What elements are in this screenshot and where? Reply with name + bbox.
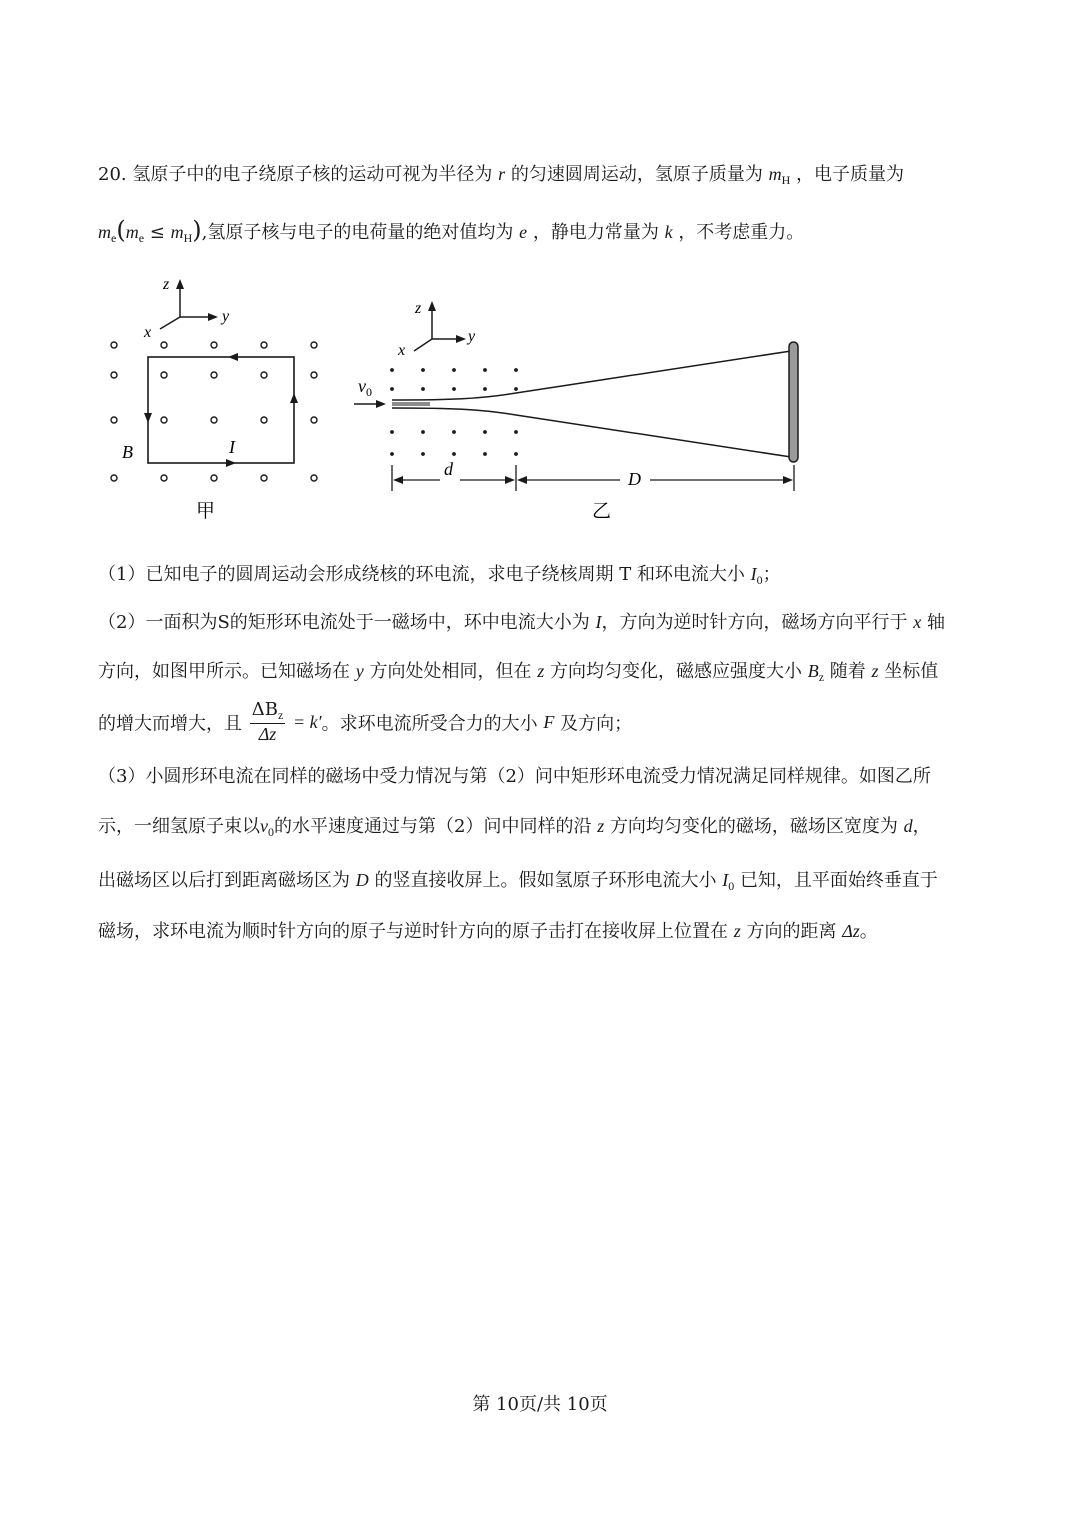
symbol-D: D — [355, 870, 369, 890]
symbol-F: F — [543, 712, 555, 732]
symbol-y: y — [355, 661, 364, 681]
symbol-k: k — [664, 222, 673, 242]
symbol-me: $m_e$ — [98, 222, 117, 245]
symbol-T: T — [619, 564, 632, 585]
q3-line2: 示，一细氢原子束以$v_0$的水平速度通过与第（2）问中同样的沿 z 方向均匀变化的磁场，磁场区宽度为 d， — [98, 816, 931, 839]
symbol-e: e — [519, 222, 528, 242]
symbol-r: r — [498, 164, 506, 184]
label-B: B — [122, 442, 133, 462]
symbol-delta-z: Δz — [842, 921, 860, 941]
current-direction-arrows — [144, 353, 298, 467]
symbol-x: x — [913, 612, 922, 632]
symbol-z: z — [537, 661, 545, 681]
caption-jia: 甲 — [196, 501, 216, 522]
problem-number: 20. — [98, 164, 127, 185]
label-D: D — [628, 469, 641, 489]
axis-y-label-yi: y — [468, 328, 476, 345]
q3-line4: 磁场，求环电流为顺时针方向的原子与逆时针方向的原子击打在接收屏上位置在 z 方向的距离 Δz。 — [98, 921, 878, 942]
gradient-fraction: $\frac{\Delta B_z}{\Delta z}$ — [251, 699, 284, 745]
axis-x-label-yi: x — [398, 342, 406, 359]
page-footer: 第 10页/共 10页 — [472, 1394, 608, 1415]
label-d: d — [444, 459, 453, 479]
axis-z-label-yi: z — [415, 300, 422, 317]
symbol-S: S — [217, 612, 230, 633]
problem-intro-line1: 20. 氢原子中的电子绕原子核的运动可视为半径为 r 的匀速圆周运动，氢原子质量为 $m_H$ ，电子质量为 — [98, 164, 904, 187]
equals-k-prime: = k′ — [293, 712, 322, 732]
symbol-I0-q3: $I_0$ — [722, 870, 735, 893]
symbol-v0: $v_0$ — [260, 816, 274, 839]
problem-intro-line2: $m_e(m_e \le m_H)$,氢原子核与电子的电荷量的绝对值均为 e ，静电力常量为 k ，不考虑重力。 — [98, 216, 805, 245]
atom-beam-paths — [392, 351, 791, 457]
label-I: I — [229, 437, 235, 457]
axis-x-label-jia: x — [144, 324, 152, 341]
receiving-screen — [789, 342, 798, 462]
current-loop-rect — [148, 357, 294, 463]
symbol-d: d — [903, 816, 913, 836]
q1-text: （1）已知电子的圆周运动会形成绕核的环电流，求电子绕核周期 T 和环电流大小 $I_0$； — [98, 564, 781, 587]
symbol-mH: $m_H$ — [768, 164, 791, 187]
q2-line3: 的增大而增大，且 $\frac{\Delta B_z}{\Delta z}$ = k′。求环电流所受合力的大小 F 及方向； — [98, 699, 633, 745]
label-v0: $v_0$ — [358, 376, 372, 399]
symbol-Bz: $B_z$ — [807, 661, 825, 684]
axis-y-label-jia: y — [222, 308, 230, 325]
q2-line2: 方向，如图甲所示。已知磁场在 y 方向处处相同，但在 z 方向均匀变化，磁感应强度大小 $B_z$ 随着 z 坐标值 — [98, 661, 939, 684]
figure — [0, 265, 1080, 545]
q3-line3: 出磁场区以后打到距离磁场区为 D 的竖直接收屏上。假如氢原子环形电流大小 $I_0$ 已知，且平面始终垂直于 — [98, 870, 938, 893]
caption-yi: 乙 — [592, 501, 612, 522]
symbol-I0: $I_0$ — [750, 564, 763, 587]
axis-z-label-jia: z — [163, 276, 170, 293]
field-dots-jia — [111, 342, 317, 481]
q2-line1: （2）一面积为S的矩形环电流处于一磁场中，环中电流大小为 I，方向为逆时针方向，磁场方向平行于 x 轴 — [98, 612, 945, 633]
axes-yi — [414, 303, 464, 351]
symbol-I: I — [595, 612, 602, 632]
q3-line1: （3）小圆形环电流在同样的磁场中受力情况与第（2）问中矩形环电流受力情况满足同样规律。如图乙所 — [98, 766, 931, 787]
